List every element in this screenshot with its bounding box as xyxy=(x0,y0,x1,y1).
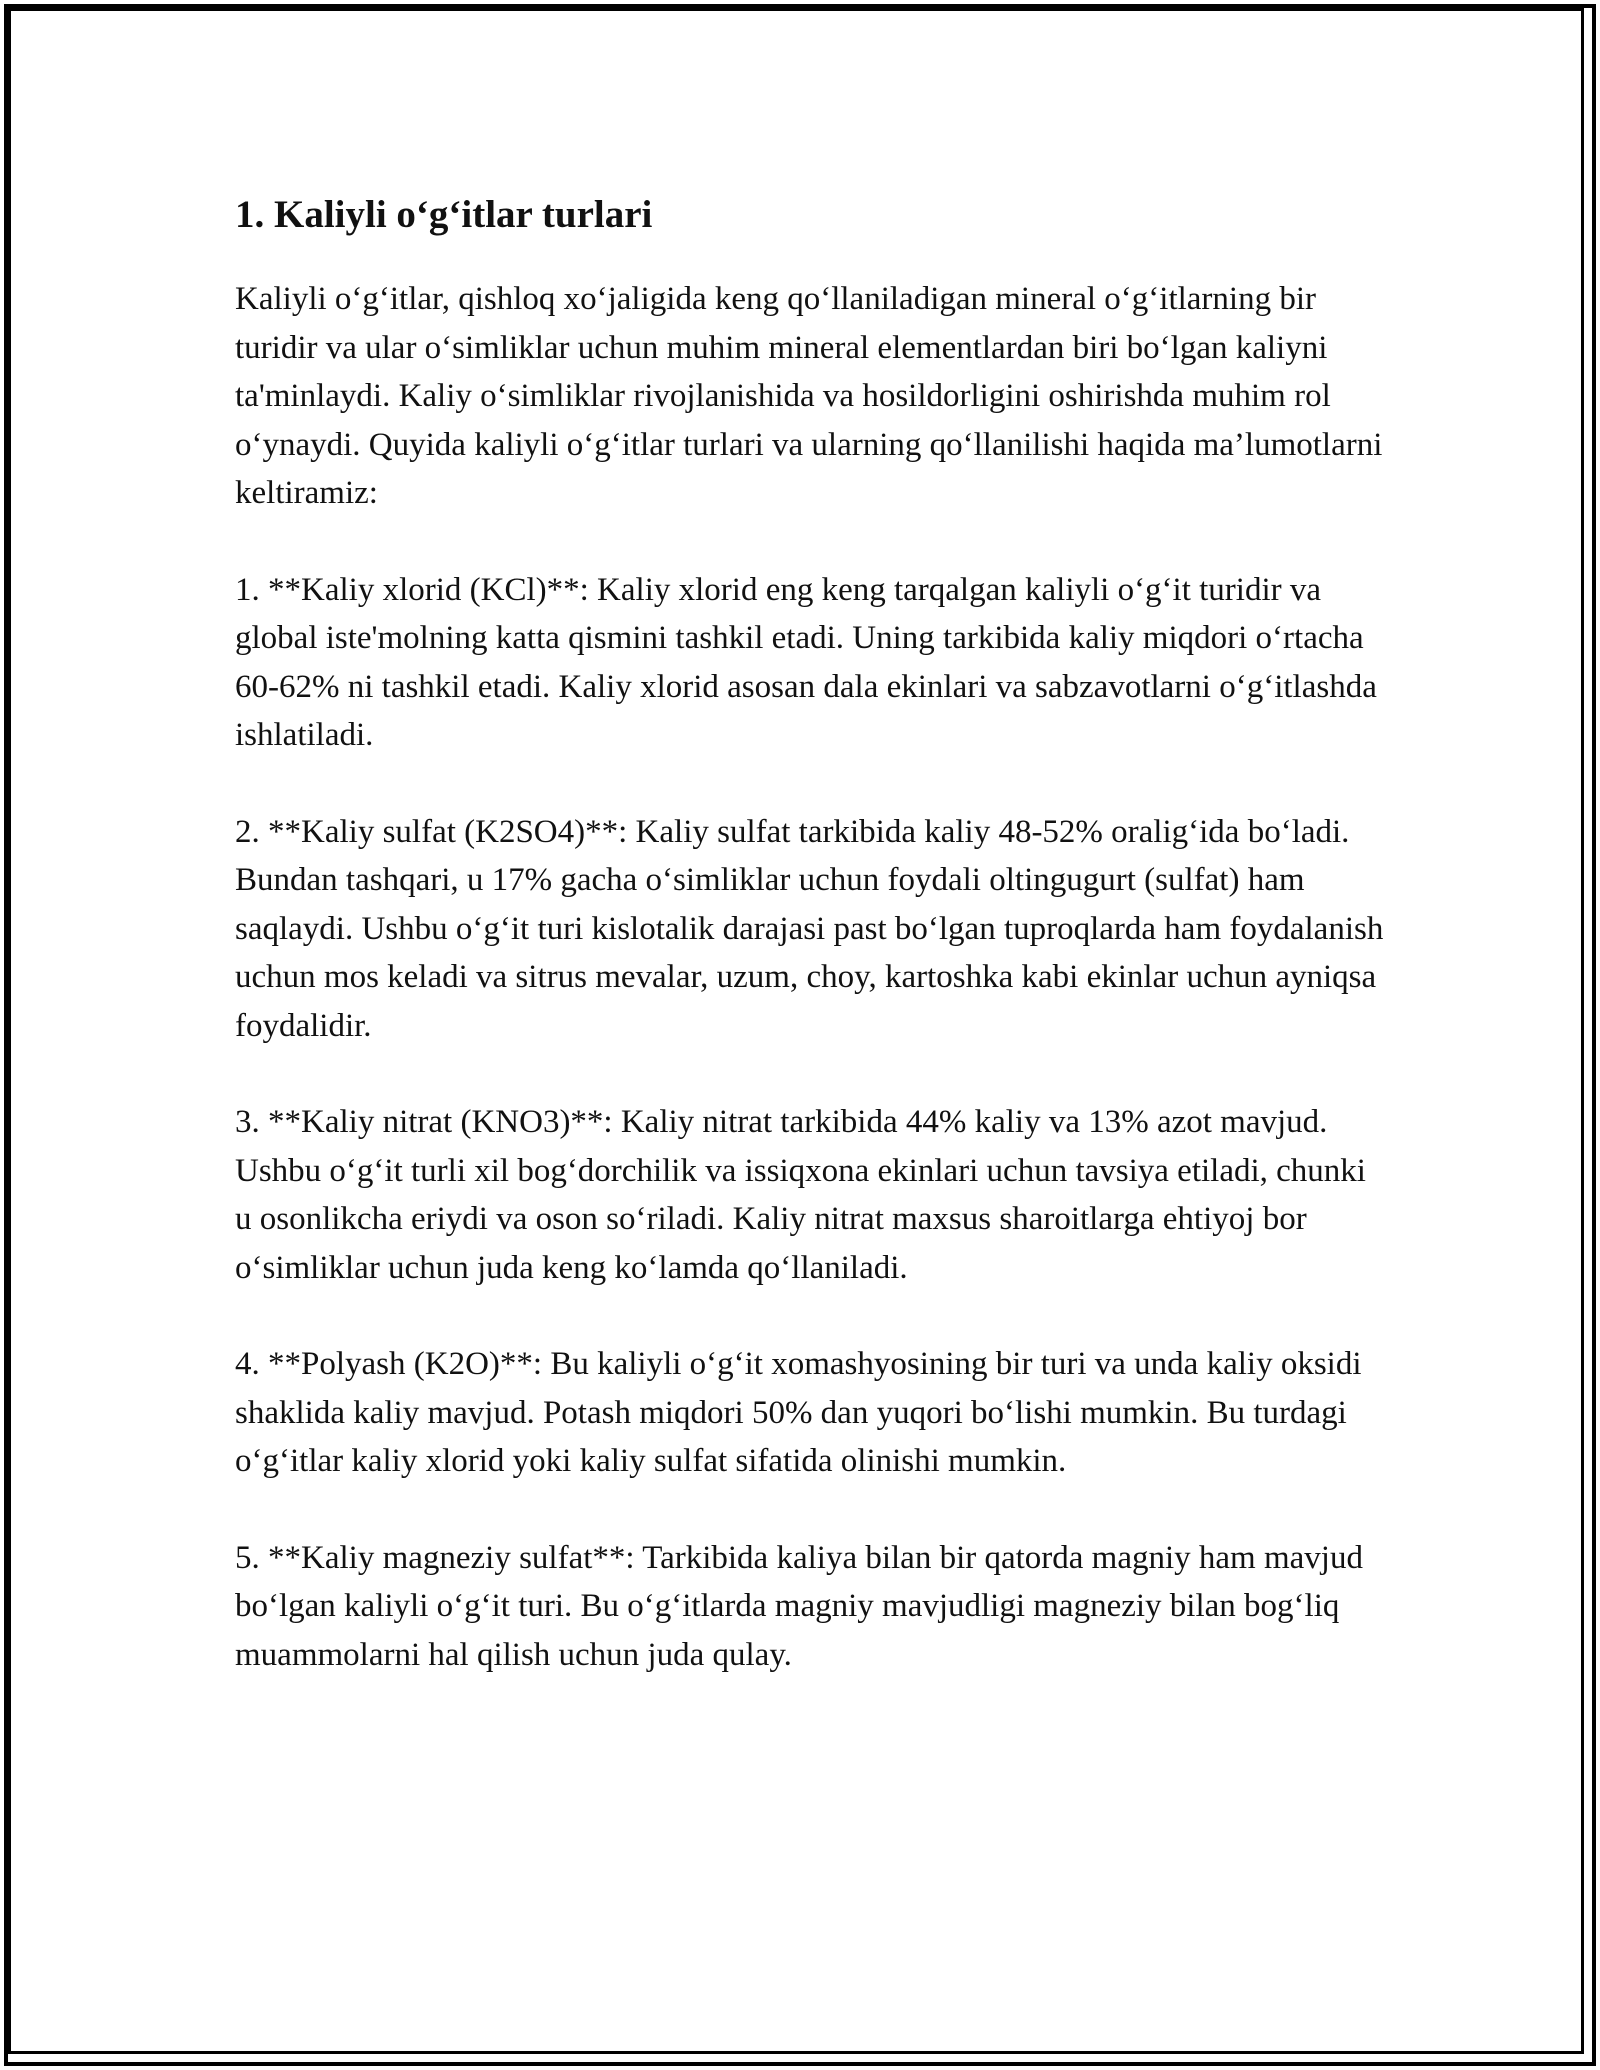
list-item-kaliy-magneziy-sulfat: 5. **Kaliy magneziy sulfat**: Tarkibida kaliya bilan bir qatorda magniy ham mavjud bo‘lgan kaliyli o‘g‘it turi. Bu o‘g‘itlarda magniy mavjudligi magneziy bilan bog‘liq muammolarni hal qilish uchun juda qulay. xyxy=(235,1539,1363,1673)
list-item-kaliy-sulfat: 2. **Kaliy sulfat (K2SO4)**: Kaliy sulfat tarkibida kaliy 48-52% oralig‘ida bo‘ladi. Bundan tashqari, u 17% gacha o‘simliklar uchun foydali oltingugurt (sulfat) ham saqlaydi. Ushbu o‘g‘it turi kislotalik darajasi past bo‘lgan tuproqlarda ham foydalanish uchun mos keladi va sitrus mevalar, uzum, choy, kartoshka kabi ekinlar uchun ayniqsa foydalidir. xyxy=(235,813,1384,1044)
document-title: 1. Kaliyli o‘g‘itlar turlari xyxy=(235,193,653,236)
document-body xyxy=(235,185,1385,1727)
list-item-kaliy-xlorid: 1. **Kaliy xlorid (KCl)**: Kaliy xlorid eng keng tarqalgan kaliyli o‘g‘it turidir va global iste'molning katta qismini tashkil etadi. Uning tarkibida kaliy miqdori o‘rtacha 60-62% ni tashkil etadi. Kaliy xlorid asosan dala ekinlari va sabzavotlarni o‘g‘itlashda ishlatiladi. xyxy=(235,571,1377,753)
list-item-polyash: 4. **Polyash (K2O)**: Bu kaliyli o‘g‘it xomashyosining bir turi va unda kaliy oksidi shaklida kaliy mavjud. Potash miqdori 50% dan yuqori bo‘lishi mumkin. Bu turdagi o‘g‘itlar kaliy xlorid yoki kaliy sulfat sifatida olinishi mumkin. xyxy=(235,1346,1362,1479)
intro-paragraph: Kaliyli o‘g‘itlar, qishloq xo‘jaligida keng qo‘llaniladigan mineral o‘g‘itlarning bir turidir va ular o‘simliklar uchun muhim mineral elementlardan biri bo‘lgan kaliyni ta'minlaydi. Kaliy o‘simliklar rivojlanishida va hosildorligini oshirishda muhim rol o‘ynaydi. Quyida kaliyli o‘g‘itlar turlari va ularning qo‘llanilishi haqida ma’lumotlarni keltiramiz: xyxy=(235,281,1383,511)
list-item-kaliy-nitrat: 3. **Kaliy nitrat (KNO3)**: Kaliy nitrat tarkibida 44% kaliy va 13% azot mavjud. Ushbu o‘g‘it turli xil bog‘dorchilik va issiqxona ekinlari uchun tavsiya etiladi, chunki u osonlikcha eriydi va oson so‘riladi. Kaliy nitrat maxsus sharoitlarga ehtiyoj bor o‘simliklar uchun juda keng ko‘lamda qo‘llaniladi. xyxy=(235,1104,1366,1286)
